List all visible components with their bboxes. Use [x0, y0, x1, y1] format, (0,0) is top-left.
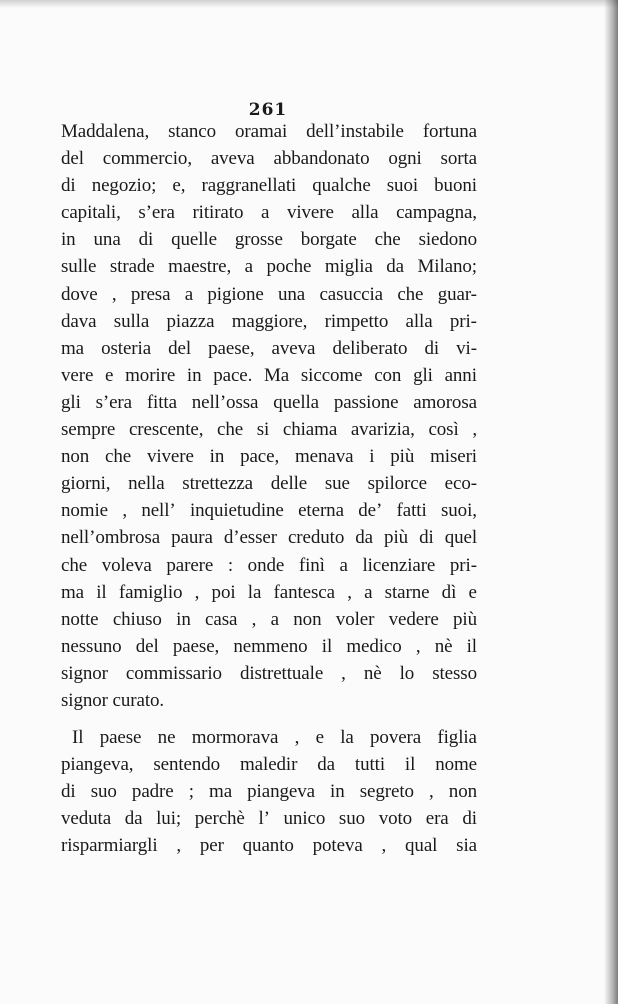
- word: più: [453, 608, 477, 630]
- word: più: [390, 446, 415, 468]
- word: qual: [405, 835, 438, 857]
- word: a: [339, 554, 348, 576]
- word: e: [105, 364, 114, 386]
- word: suoi,: [440, 500, 477, 522]
- word: ,: [347, 581, 352, 603]
- word: capitali,: [61, 202, 121, 224]
- word: da: [317, 754, 335, 776]
- word: pri-: [449, 554, 477, 576]
- word: abbandonato: [273, 148, 370, 170]
- word: maggiore,: [231, 310, 308, 332]
- word: spilorce: [367, 473, 427, 495]
- word: chiuso: [112, 608, 162, 630]
- word: in: [330, 781, 345, 803]
- word: osteria: [101, 337, 152, 359]
- text-line: [61, 524, 477, 551]
- word: Ma: [264, 364, 290, 386]
- word: di: [462, 808, 477, 830]
- word: gli: [61, 391, 81, 413]
- word: poche: [266, 256, 312, 278]
- word: voler: [335, 608, 375, 630]
- word: più: [384, 527, 409, 549]
- word: a: [184, 283, 194, 305]
- word: mormorava: [191, 727, 279, 749]
- word: di: [424, 337, 440, 359]
- word: figlia: [437, 727, 477, 749]
- word: risparmiargli: [61, 835, 158, 857]
- word: negozio;: [91, 175, 157, 197]
- text-line: [61, 724, 477, 751]
- word: aveva: [271, 337, 316, 359]
- word: del: [61, 148, 84, 170]
- word: quel: [444, 527, 477, 549]
- paragraph-gap: [61, 714, 477, 724]
- word: chiama: [282, 419, 338, 441]
- text-line: [61, 281, 477, 308]
- word: sia: [456, 835, 477, 857]
- word: segreto: [359, 781, 414, 803]
- word: dove: [61, 283, 98, 305]
- word: lui;: [156, 808, 182, 830]
- text-line: [61, 805, 477, 832]
- word: non: [448, 781, 477, 803]
- word: che: [105, 446, 132, 468]
- word: deliberato: [332, 337, 408, 359]
- word: paese,: [208, 337, 255, 359]
- word: vivere: [286, 202, 334, 224]
- word: dell’instabile: [306, 121, 404, 142]
- word: nemmeno: [233, 635, 308, 657]
- word: commissario: [125, 662, 222, 684]
- word: parere: [166, 554, 214, 576]
- word: presa: [130, 283, 171, 305]
- word: campagna,: [396, 202, 477, 224]
- text-line: [61, 778, 477, 805]
- word: vivere: [146, 446, 194, 468]
- word: vedere: [388, 608, 439, 630]
- text-line: [61, 145, 477, 172]
- word: ma: [61, 337, 85, 359]
- word: miglia: [324, 256, 373, 278]
- word: ogni: [388, 148, 422, 170]
- word: non: [61, 446, 90, 468]
- word: anni: [444, 364, 477, 386]
- word: delle: [270, 473, 308, 495]
- word: siccome: [300, 364, 363, 386]
- word: nè: [363, 662, 382, 684]
- word: signor: [61, 662, 108, 684]
- word: si: [256, 419, 270, 441]
- word: era: [425, 808, 449, 830]
- word: strade: [109, 256, 155, 278]
- word: stanco: [168, 121, 217, 142]
- word: a: [260, 202, 270, 224]
- word: qualche: [312, 175, 371, 197]
- word: strettezza: [182, 473, 254, 495]
- word: Il: [72, 727, 84, 749]
- word: vere: [61, 364, 94, 386]
- text-line: [61, 199, 477, 226]
- word: alla: [405, 310, 433, 332]
- word: voto: [378, 808, 413, 830]
- word: s’era: [95, 391, 132, 413]
- word: ,: [176, 835, 181, 857]
- word: gli: [413, 364, 433, 386]
- word: stesso: [432, 662, 477, 684]
- word: che: [374, 229, 401, 251]
- word: casa: [205, 608, 238, 630]
- word: avarizia,: [350, 419, 415, 441]
- text-line: [61, 687, 477, 714]
- text-line: [61, 308, 477, 335]
- word: ,: [251, 608, 257, 630]
- word: s’era: [138, 202, 175, 224]
- word: del: [168, 337, 192, 359]
- word: suo: [90, 781, 117, 803]
- word: che: [217, 419, 244, 441]
- text-line: [61, 660, 477, 687]
- word: perchè: [194, 808, 245, 830]
- word: fantesca: [273, 581, 335, 603]
- word: e: [315, 727, 324, 749]
- word: ,: [472, 419, 477, 441]
- word: starne: [384, 581, 430, 603]
- word: nomie: [61, 500, 108, 522]
- word: ritirato: [192, 202, 244, 224]
- word: sulla: [113, 310, 150, 332]
- word: con: [374, 364, 402, 386]
- word: pri-: [449, 310, 477, 332]
- text-line: [61, 335, 477, 362]
- word: ,: [294, 727, 300, 749]
- word: de’: [358, 500, 383, 522]
- word: maledir: [240, 754, 298, 776]
- word: voleva: [101, 554, 152, 576]
- word: Maddalena,: [61, 121, 150, 142]
- word: creduto: [287, 527, 345, 549]
- word: rimpetto: [324, 310, 389, 332]
- word: ,: [429, 781, 434, 803]
- word: fortuna: [422, 121, 477, 142]
- word: nell’ombrosa: [61, 527, 161, 549]
- word: d’esser: [223, 527, 277, 549]
- word: ,: [122, 500, 127, 522]
- word: nessuno: [61, 635, 122, 657]
- word: non: [293, 608, 322, 630]
- word: da: [124, 808, 143, 830]
- word: miseri: [430, 446, 477, 468]
- word: in: [186, 364, 202, 386]
- text-line: [61, 497, 477, 524]
- word: suoi: [386, 175, 419, 197]
- word: piazza: [166, 310, 215, 332]
- body-text: [61, 118, 477, 860]
- word: piangeva,: [61, 754, 134, 776]
- word: giorni,: [61, 473, 111, 495]
- word: povera: [370, 727, 422, 749]
- word: lo: [399, 662, 415, 684]
- word: notte: [61, 608, 99, 630]
- text-line: [61, 416, 477, 443]
- word: inquietudine: [189, 500, 284, 522]
- word: ma: [209, 781, 233, 803]
- word: guar-: [437, 283, 477, 305]
- word: di: [138, 229, 154, 251]
- word: sempre: [61, 419, 116, 441]
- word: fitta: [146, 391, 177, 413]
- word: dava: [61, 310, 97, 332]
- word: del: [135, 635, 159, 657]
- page-number: 261: [248, 100, 288, 120]
- text-line: [61, 552, 477, 579]
- word: poteva: [312, 835, 363, 857]
- word: famiglio: [118, 581, 183, 603]
- word: pace,: [240, 446, 280, 468]
- word: fatti: [396, 500, 427, 522]
- word: commercio,: [102, 148, 192, 170]
- word: sulle: [61, 256, 97, 278]
- word: sorta: [440, 148, 477, 170]
- word: buoni: [434, 175, 477, 197]
- word: raggranellati: [201, 175, 297, 197]
- text-line: [61, 253, 477, 280]
- word: oramai: [234, 121, 288, 142]
- word: finì: [298, 554, 325, 576]
- word: così: [428, 419, 459, 441]
- page-top-shadow: [0, 0, 618, 8]
- word: menava: [294, 446, 354, 468]
- word: nella: [128, 473, 165, 495]
- word: per: [199, 835, 224, 857]
- text-line: [61, 362, 477, 389]
- word: quella: [273, 391, 320, 413]
- text-line: [61, 832, 477, 859]
- word: sue: [324, 473, 350, 495]
- word: eco-: [444, 473, 477, 495]
- word: grosse: [234, 229, 283, 251]
- text-line: [61, 389, 477, 416]
- word: crescente,: [128, 419, 204, 441]
- text-line: [61, 470, 477, 497]
- word: di: [61, 175, 76, 197]
- word: l’: [258, 808, 270, 830]
- word: pigione: [207, 283, 264, 305]
- word: di: [419, 527, 434, 549]
- word: in: [176, 608, 191, 630]
- paragraph-2: [61, 724, 477, 859]
- word: da: [355, 527, 374, 549]
- word: aveva: [210, 148, 255, 170]
- text-line: [61, 751, 477, 778]
- text-line: [61, 443, 477, 470]
- word: medico: [346, 635, 402, 657]
- word: passione: [333, 391, 399, 413]
- word: i: [369, 446, 375, 468]
- word: una: [278, 283, 306, 305]
- word: distrettuale: [239, 662, 324, 684]
- word: ma: [61, 581, 85, 603]
- word: la: [247, 581, 262, 603]
- word: che: [397, 283, 424, 305]
- word: nell’ossa: [191, 391, 259, 413]
- word: ,: [194, 581, 200, 603]
- paragraph-1: [61, 118, 477, 714]
- word: casuccia: [319, 283, 383, 305]
- word: poi: [211, 581, 236, 603]
- word: onde: [247, 554, 285, 576]
- word: maestre,: [168, 256, 232, 278]
- word: e,: [172, 175, 186, 197]
- word: :: [227, 554, 234, 576]
- text-line: [61, 633, 477, 660]
- word: ,: [415, 635, 421, 657]
- word: una: [93, 229, 121, 251]
- word: sentendo: [153, 754, 221, 776]
- word: amorosa: [413, 391, 477, 413]
- word: il: [466, 635, 477, 657]
- word: pace.: [213, 364, 253, 386]
- text-line: [61, 606, 477, 633]
- word: tutti: [354, 754, 386, 776]
- word: a: [244, 256, 253, 278]
- word: e: [468, 581, 477, 603]
- word: suo: [338, 808, 366, 830]
- page-binding-shadow: [604, 0, 618, 1004]
- word: morire: [125, 364, 176, 386]
- word: a: [364, 581, 373, 603]
- word: dì: [441, 581, 457, 603]
- text-line: [61, 118, 477, 145]
- word: nè: [434, 635, 453, 657]
- word: paese,: [172, 635, 220, 657]
- text-line: [61, 579, 477, 606]
- word: vi-: [456, 337, 477, 359]
- text-line: [61, 172, 477, 199]
- word: quelle: [171, 229, 217, 251]
- word: da: [386, 256, 405, 278]
- word: ,: [111, 283, 117, 305]
- word: unico: [283, 808, 326, 830]
- word: di: [61, 781, 76, 803]
- word: nell’: [141, 500, 176, 522]
- word: che: [61, 554, 88, 576]
- word: borgate: [300, 229, 357, 251]
- word: ne: [157, 727, 176, 749]
- word: siedono: [418, 229, 477, 251]
- word: ;: [188, 781, 194, 803]
- word: padre: [131, 781, 174, 803]
- word: il: [404, 754, 416, 776]
- word: ,: [341, 662, 346, 684]
- word: il: [96, 581, 107, 603]
- word: in: [61, 229, 76, 251]
- word: paese: [99, 727, 142, 749]
- word: il: [321, 635, 333, 657]
- word: in: [209, 446, 225, 468]
- word: licenziare: [362, 554, 436, 576]
- text-line: [61, 226, 477, 253]
- word: veduta: [61, 808, 112, 830]
- word: signor curato.: [61, 689, 165, 711]
- word: paura: [171, 527, 213, 549]
- word: quanto: [242, 835, 294, 857]
- word: Milano;: [417, 256, 477, 278]
- word: ,: [381, 835, 387, 857]
- word: piangeva: [247, 781, 315, 803]
- word: alla: [351, 202, 379, 224]
- word: eterna: [298, 500, 344, 522]
- word: a: [270, 608, 279, 630]
- word: nome: [435, 754, 477, 776]
- word: la: [340, 727, 354, 749]
